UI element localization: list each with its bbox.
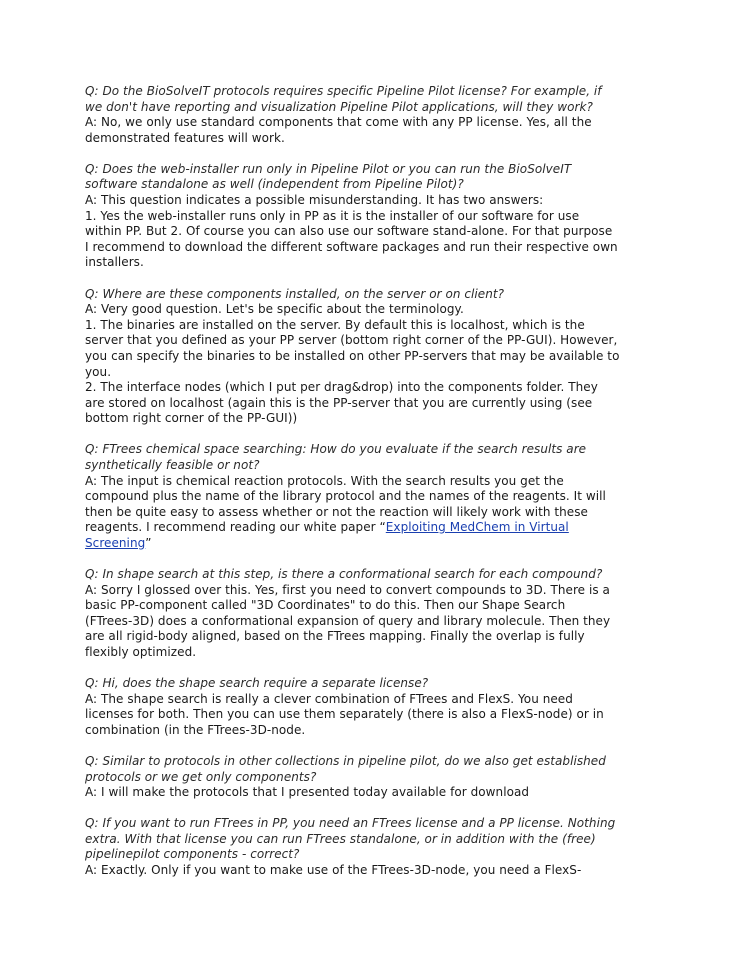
answer-line: you. — [85, 364, 112, 379]
answer-line: are stored on localhost (again this is the PP-server that you are currently using (see — [85, 395, 593, 410]
question-line: Q: Where are these components installed, on the server or on client? — [85, 286, 505, 301]
answer-line: I recommend to download the different software packages and run their respective own — [85, 239, 618, 254]
answer-line: basic PP-component called "3D Coordinates" to do this. Then our Shape Search — [85, 598, 566, 613]
qa-block — [85, 676, 662, 738]
answer-line: A: The shape search is really a clever combination of FTrees and FlexS. You need — [85, 691, 573, 706]
answer-line: (FTrees-3D) does a conformational expansion of query and library molecule. Then they — [85, 613, 611, 628]
answer-line: A: I will make the protocols that I presented today available for download — [85, 785, 530, 800]
qa-block — [85, 754, 662, 801]
question-line: Q: Hi, does the shape search require a separate license? — [85, 676, 429, 691]
answer-line: bottom right corner of the PP-GUI)) — [85, 411, 298, 426]
qa-block — [85, 567, 662, 661]
answer-line: flexibly optimized. — [85, 645, 197, 659]
question-line: Q: Do the BioSolveIT protocols requires specific Pipeline Pilot license? For example, if — [85, 84, 602, 98]
answer-line-with-link — [85, 520, 662, 536]
answer-line: compound plus the name of the library protocol and the names of the reagents. It will — [85, 489, 606, 504]
answer-line: A: This question indicates a possible misunderstanding. It has two answers: — [85, 193, 544, 208]
answer-line: 2. The interface nodes (which I put per drag&drop) into the components folder. They — [85, 380, 598, 395]
answer-line: 1. Yes the web-installer runs only in PP as it is the installer of our software for use — [85, 208, 580, 223]
answer-line: within PP. But 2. Of course you can also use our software stand-alone. For that purpose — [85, 224, 613, 239]
question-line: protocols or we get only components? — [85, 769, 317, 784]
qa-block — [85, 84, 662, 146]
qa-block — [85, 287, 662, 427]
answer-line: licenses for both. Then you can use them separately (there is also a FlexS-node) or in — [85, 707, 604, 722]
answer-line-with-link — [85, 536, 662, 552]
question-line: synthetically feasible or not? — [85, 457, 260, 472]
question-line: Q: Similar to protocols in other collections in pipeline pilot, do we also get established — [85, 753, 606, 768]
answer-line: 1. The binaries are installed on the server. By default this is localhost, which is the — [85, 317, 585, 332]
answer-text: reagents. I recommend reading our white paper “ — [85, 520, 386, 535]
question-line: software standalone as well (independent from Pipeline Pilot)? — [85, 177, 464, 192]
answer-line: installers. — [85, 255, 144, 270]
answer-line: then be quite easy to assess whether or not the reaction will likely work with these — [85, 504, 588, 519]
answer-text: ” — [145, 535, 152, 550]
answer-line: A: Very good question. Let's be specific about the terminology. — [85, 302, 464, 317]
answer-line: A: Exactly. Only if you want to make use of the FTrees-3D-node, you need a FlexS- — [85, 863, 582, 878]
question-line: Q: FTrees chemical space searching: How do you evaluate if the search results are — [85, 442, 587, 457]
white-paper-link[interactable]: Exploiting MedChem in Virtual — [385, 520, 569, 535]
white-paper-link-continued[interactable]: Screening — [85, 535, 146, 550]
answer-line: A: The input is chemical reaction protocols. With the search results you get the — [85, 473, 564, 488]
question-line: Q: In shape search at this step, is there a conformational search for each compound? — [85, 567, 603, 582]
question-line: we don't have reporting and visualization Pipeline Pilot applications, will they work? — [85, 99, 593, 114]
question-line: Q: If you want to run FTrees in PP, you need an FTrees license and a PP license. Nothing — [85, 816, 616, 831]
qa-block — [85, 162, 662, 271]
question-line: pipelinepilot components - correct? — [85, 847, 300, 862]
answer-line: demonstrated features will work. — [85, 130, 285, 145]
answer-line: combination (in the FTrees-3D-node. — [85, 722, 306, 737]
qa-block — [85, 442, 662, 551]
answer-line: server that you defined as your PP server (bottom right corner of the PP-GUI). However, — [85, 333, 618, 348]
answer-line: A: Sorry I glossed over this. Yes, first you need to convert compounds to 3D. There is a — [85, 582, 610, 597]
answer-line: are all rigid-body aligned, based on the FTrees mapping. Finally the overlap is fully — [85, 629, 585, 644]
question-line: extra. With that license you can run FTrees standalone, or in addition with the (free) — [85, 831, 596, 846]
answer-line: A: No, we only use standard components that come with any PP license. Yes, all the — [85, 115, 592, 130]
question-line: Q: Does the web-installer run only in Pipeline Pilot or you can run the BioSolveIT — [85, 161, 572, 176]
qa-block — [85, 816, 662, 878]
answer-line: you can specify the binaries to be installed on other PP-servers that may be available to — [85, 348, 620, 363]
